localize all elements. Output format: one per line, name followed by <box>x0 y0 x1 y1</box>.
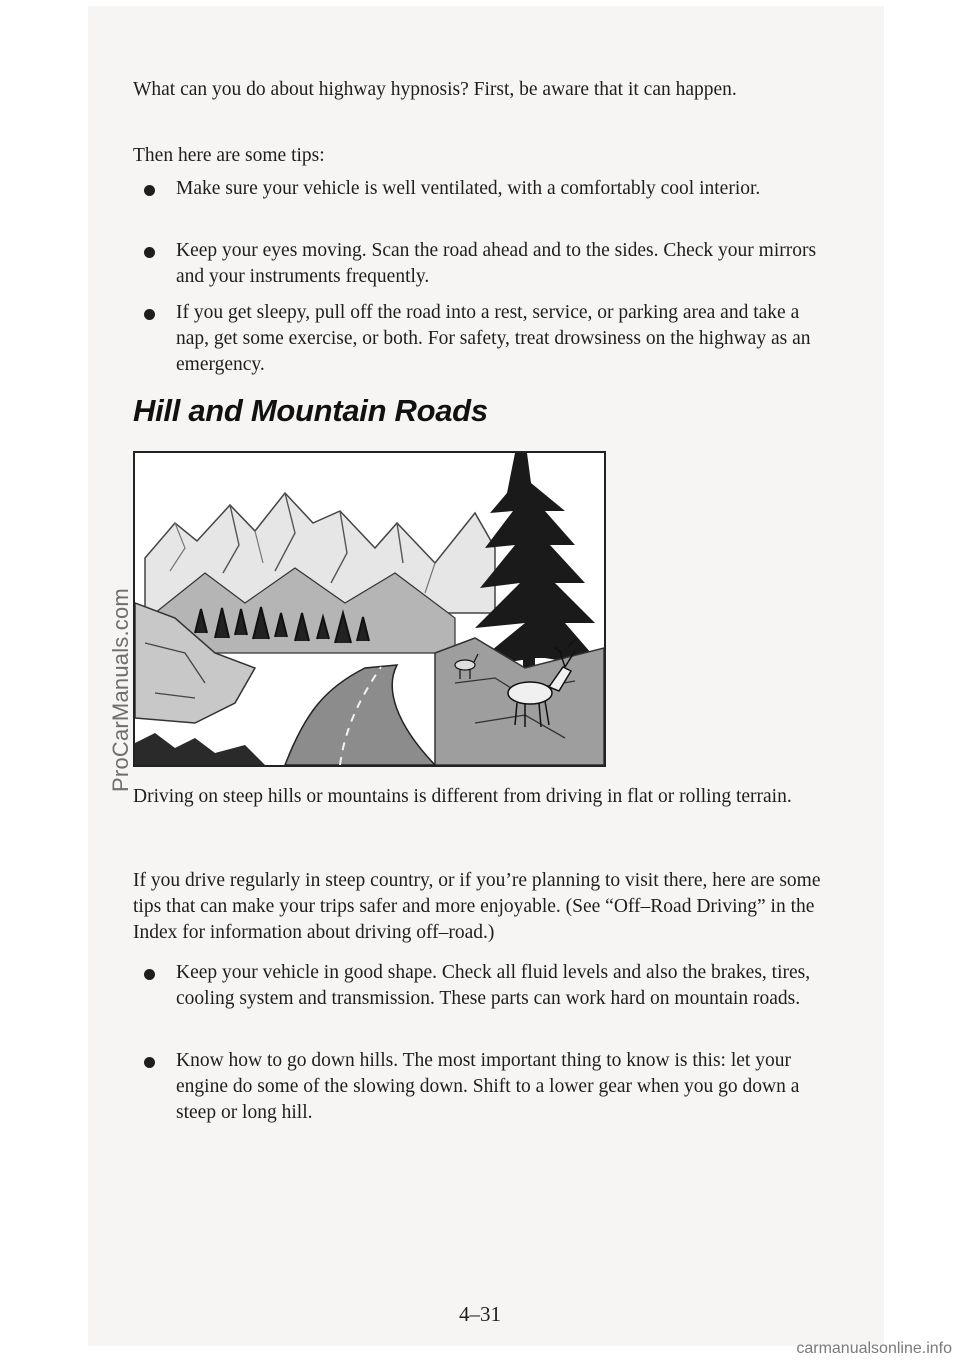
mountain-tip-item: Keep your vehicle in good shape. Check all fluid levels and also the brakes, tires, cooling system and transmission. These parts can work hard on mountain roads. <box>176 962 811 1009</box>
section-heading: Hill and Mountain Roads <box>133 393 488 428</box>
watermark-text: ProCarManuals.com <box>108 588 133 792</box>
mountain-scene-image <box>135 453 604 765</box>
page-number: 4–31 <box>459 1302 501 1326</box>
section-paragraph: If you drive regularly in steep country, or if you’re planning to visit there, here are some tips that can make your trips safer and more enjoyable. (See “Off–Road Driving” in the Index for information about driving off–road.) <box>133 870 821 943</box>
bullet-icon <box>144 1057 155 1068</box>
mountain-road-illustration <box>133 451 606 767</box>
section-paragraph: Driving on steep hills or mountains is different from driving in flat or rolling terrain. <box>133 786 792 807</box>
bullet-icon <box>144 969 155 980</box>
bullet-icon <box>144 185 155 196</box>
tip-item: Keep your eyes moving. Scan the road ahead and to the sides. Check your mirrors and your instruments frequently. <box>176 240 817 287</box>
intro-paragraph: What can you do about highway hypnosis? First, be aware that it can happen. <box>133 79 737 100</box>
footer-url[interactable]: carmanualsonline.info <box>796 1340 952 1357</box>
bullet-icon <box>144 309 155 320</box>
bullet-icon <box>144 247 155 258</box>
mountain-tip-item: Know how to go down hills. The most important thing to know is this: let your engine do some of the slowing down. Shift to a lower gear when you go down a steep or long hill. <box>176 1050 800 1123</box>
tip-item: If you get sleepy, pull off the road into a rest, service, or parking area and take a nap, get some exercise, or both. For safety, treat drowsiness on the highway as an emergency. <box>176 302 811 375</box>
tip-item: Make sure your vehicle is well ventilated, with a comfortably cool interior. <box>176 178 761 199</box>
tips-lead-in: Then here are some tips: <box>133 145 325 166</box>
watermark <box>108 560 134 820</box>
